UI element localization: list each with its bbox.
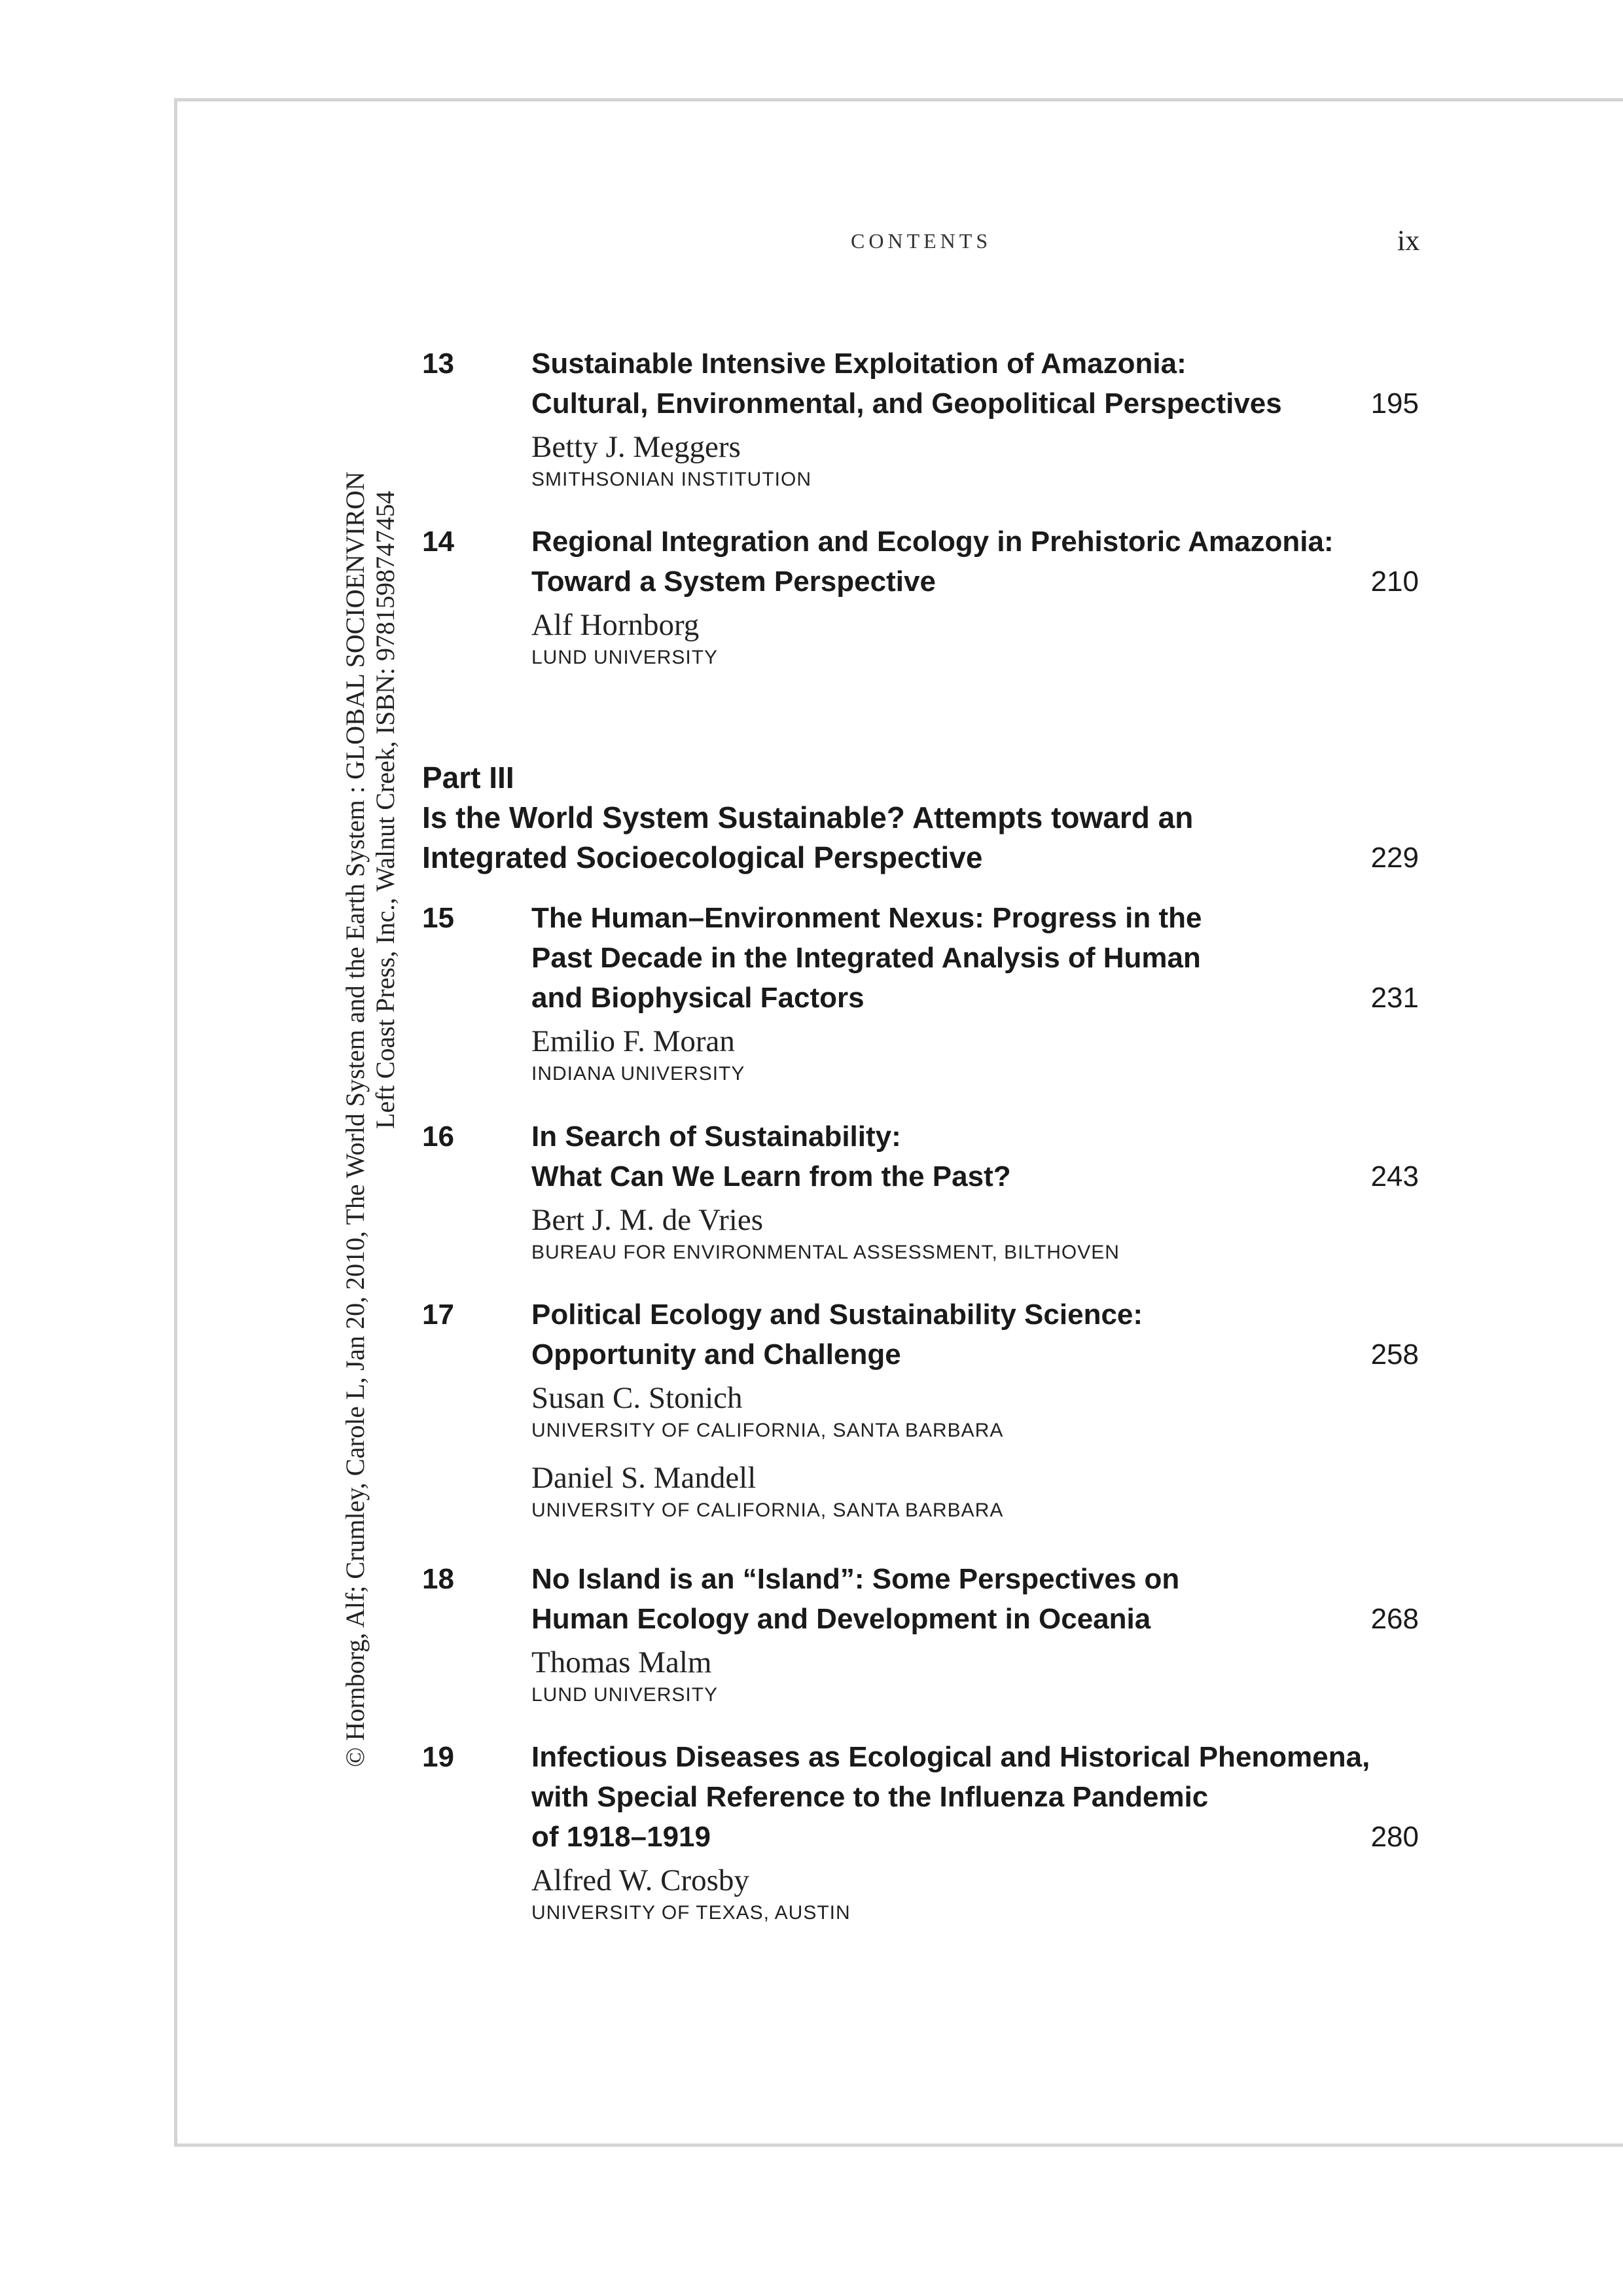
author-name: Bert J. M. de Vries [531, 1203, 763, 1237]
chapter-page: 195 [1370, 387, 1419, 420]
author-affiliation: UNIVERSITY OF CALIFORNIA, SANTA BARBARA [531, 1420, 1004, 1441]
author-affiliation: LUND UNIVERSITY [531, 1684, 719, 1706]
chapter-title: No Island is an “Island”: Some Perspectives on Human Ecology and Development in Oceania Thomas Malm LUND UNIVERSITY [531, 1559, 1179, 1708]
chapter-title: The Human–Environment Nexus: Progress in the Past Decade in the Integrated Analysis of Human and Biophysical Factors Emilio F. Moran INDIANA UNIVERSITY [531, 898, 1202, 1087]
chapter-number: 19 [422, 1741, 454, 1773]
chapter-title: Regional Integration and Ecology in Prehistoric Amazonia: Toward a System Perspective Alf Hornborg LUND UNIVERSITY [531, 522, 1334, 671]
author-affiliation: UNIVERSITY OF TEXAS, AUSTIN [531, 1902, 851, 1924]
chapter-title: In Search of Sustainability: What Can We Learn from the Past? Bert J. M. de Vries BUREAU FOR ENVIRONMENTAL ASSESSMENT, BILTHOVEN [531, 1117, 1120, 1266]
author-affiliation: BUREAU FOR ENVIRONMENTAL ASSESSMENT, BILTHOVEN [531, 1242, 1120, 1263]
chapter-page: 231 [1370, 982, 1419, 1014]
author-name: Alf Hornborg [531, 608, 700, 642]
part-heading[interactable] [422, 758, 1469, 878]
author-name: Thomas Malm [531, 1645, 712, 1679]
chapter-number: 15 [422, 902, 454, 934]
part-page: 229 [1370, 842, 1419, 874]
chapter-number: 13 [422, 348, 454, 380]
chapter-number: 17 [422, 1299, 454, 1331]
chapter-number: 16 [422, 1121, 454, 1153]
copyright-side-note [340, 471, 401, 1767]
chapter-number: 18 [422, 1563, 454, 1595]
chapter-number: 14 [422, 526, 454, 558]
author-name: Betty J. Meggers [531, 430, 741, 464]
copyright-line-2: Left Coast Press, Inc., Walnut Creek, ISBN: 9781598747454 [370, 491, 400, 1129]
chapter-title: Sustainable Intensive Exploitation of Amazonia: Cultural, Environmental, and Geopolitical Perspectives Betty J. Meggers SMITHSONIAN INSTITUTION [531, 344, 1282, 493]
chapter-title: Political Ecology and Sustainability Science: Opportunity and Challenge Susan C. Stonich UNIVERSITY OF CALIFORNIA, SANTA BARBARA Daniel S. Mandell UNIVERSITY OF CALIFORNIA, SANTA BARBARA [531, 1295, 1143, 1524]
author-affiliation: LUND UNIVERSITY [531, 647, 719, 668]
author-name: Emilio F. Moran [531, 1024, 735, 1058]
copyright-line-1: © Hornborg, Alf; Crumley, Carole L, Jan 20, 2010, The World System and the Earth System : GLOBAL SOCIOENVIRON [340, 471, 370, 1767]
chapter-page: 243 [1370, 1160, 1419, 1193]
author-name: Daniel S. Mandell [531, 1461, 757, 1495]
page-number: ix [1397, 224, 1420, 257]
author-name: Susan C. Stonich [531, 1381, 743, 1415]
chapter-page: 210 [1370, 565, 1419, 598]
part-title-line-1: Is the World System Sustainable? Attempts toward an [422, 800, 1194, 834]
chapter-page: 268 [1370, 1603, 1419, 1635]
chapter-page: 280 [1370, 1821, 1419, 1853]
running-head-title: CONTENTS [851, 229, 992, 253]
part-title-line-2: Integrated Socioecological Perspective [422, 840, 983, 874]
chapter-page: 258 [1370, 1338, 1419, 1371]
part-label: Part III [422, 761, 514, 795]
author-affiliation: INDIANA UNIVERSITY [531, 1063, 745, 1085]
author-affiliation: UNIVERSITY OF CALIFORNIA, SANTA BARBARA [531, 1499, 1004, 1521]
author-affiliation: SMITHSONIAN INSTITUTION [531, 469, 812, 490]
chapter-title: Infectious Diseases as Ecological and Historical Phenomena, with Special Reference to the Influenza Pandemic of 1918–1919 Alfred W. Crosby UNIVERSITY OF TEXAS, AUSTIN [531, 1737, 1370, 1926]
running-head [0, 224, 1623, 262]
author-name: Alfred W. Crosby [531, 1863, 749, 1897]
